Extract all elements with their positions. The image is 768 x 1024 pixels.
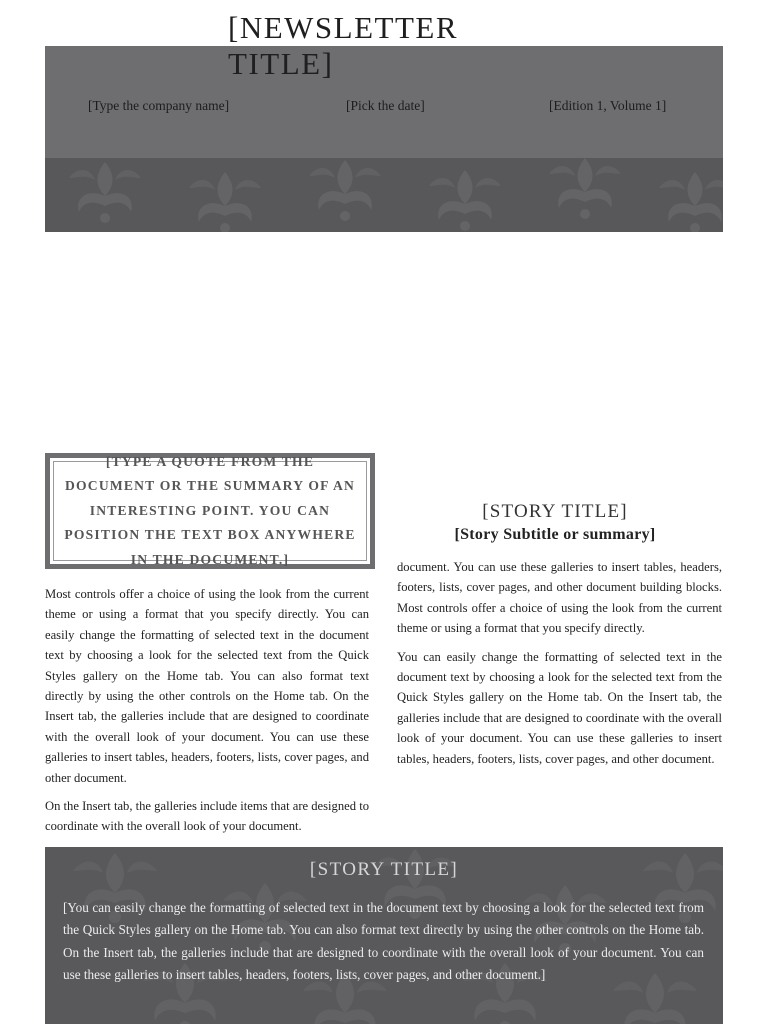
bottom-story-text: [You can easily change the formatting of selected text in the document text by choosing a look for the selected text from the Quick Styles gallery on the Home tab. You can also format text directly by using the other controls on the Home tab. On the Insert tab, the galleries include that are designed to coordinate with the overall look of your document. You can use these galleries to insert tables, headers, footers, lists, cover pages, and other document.] xyxy=(63,900,704,982)
left-paragraph-1: Most controls offer a choice of using the look from the current theme or using a format that you specify directly. You can easily change the formatting of selected text in the document text by choosing a look for the selected text from the Quick Styles gallery on the Home tab. You can also format text directly by using the other controls on the Home tab. On the Insert tab, the galleries include that are designed to coordinate with the overall look of your document. You can use these galleries to insert tables, headers, footers, lists, cover pages, and other document. xyxy=(45,587,369,785)
issue-date: [Pick the date] xyxy=(346,98,425,113)
damask-ornament-icon xyxy=(45,158,723,232)
pull-quote-box xyxy=(45,453,375,569)
company-name: [Type the company name] xyxy=(88,98,230,113)
left-paragraph-2: On the Insert tab, the galleries include items that are designed to coordinate with the overall look of your document. xyxy=(45,799,369,834)
right-paragraph-1: document. You can use these galleries to insert tables, headers, footers, lists, cover pages, and other document building blocks. Most controls offer a choice of using the look from the current theme or using a format that you specify directly. xyxy=(397,560,722,636)
pull-quote-inner-border xyxy=(53,453,367,567)
right-paragraph-2: You can easily change the formatting of selected text in the document text by choosing a look for the selected text from the Quick Styles gallery on the Home tab. On the Insert tab, the galleries include that are designed to coordinate with the overall look of your document. You can use these galleries to insert tables, headers, footers, lists, cover pages, and other document. xyxy=(397,649,722,766)
bottom-story-band xyxy=(45,847,723,1024)
edition-volume: [Edition 1, Volume 1] xyxy=(549,98,667,113)
story-subtitle: [Story Subtitle or summary] xyxy=(454,526,656,543)
bottom-story-title: [STORY TITLE] xyxy=(309,859,459,880)
story-title: [STORY TITLE] xyxy=(482,501,628,522)
damask-pattern-band xyxy=(45,158,723,232)
left-column-body xyxy=(45,584,369,836)
pull-quote-text: [TYPE A QUOTE FROM THE DOCUMENT OR THE SUMMARY OF AN INTERESTING POINT. YOU CAN POSITION THE TEXT BOX ANYWHERE IN THE DOCUMENT.] xyxy=(64,453,356,567)
newsletter-title: [NEWSLETTER TITLE] xyxy=(228,10,459,81)
right-column-body xyxy=(397,557,722,777)
